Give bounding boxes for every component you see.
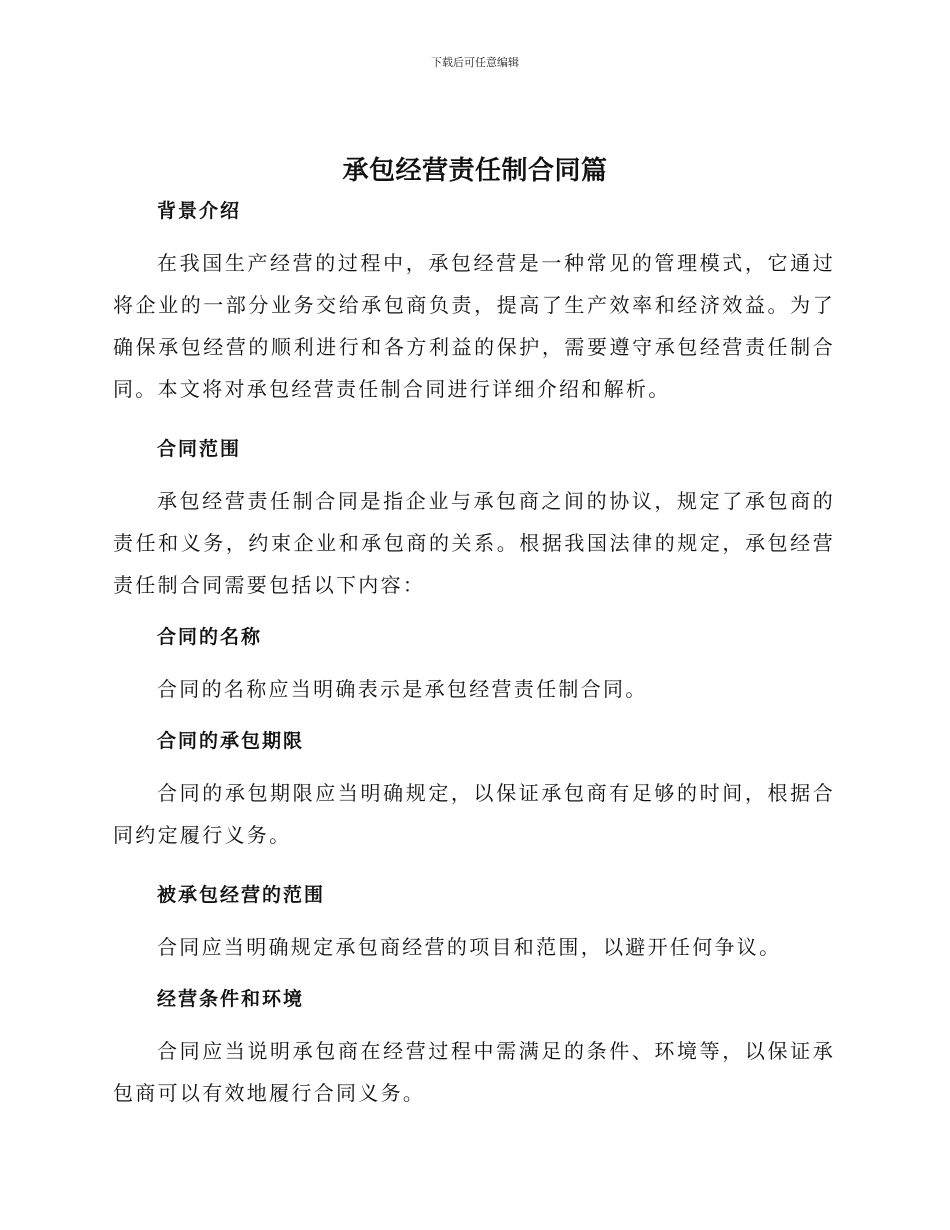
section-heading-contract-name: 合同的名称: [157, 626, 263, 648]
document-title: 承包经营责任制合同篇: [342, 156, 608, 186]
section-body-conditions: 合同应当说明承包商在经营过程中需满足的条件、环境等，以保证承包商可以有效地履行合同义务。: [113, 1039, 835, 1105]
section-heading-contract-term: 合同的承包期限: [157, 730, 305, 752]
section-body-contract-name: 合同的名称应当明确表示是承包经营责任制合同。: [157, 677, 648, 701]
section-body-background: 在我国生产经营的过程中，承包经营是一种常见的管理模式，它通过将企业的一部分业务交给承包商负责，提高了生产效率和经济效益。为了确保承包经营的顺利进行和各方利益的保护，需要遵守承包经营责任制合同。本文将对承包经营责任制合同进行详细介绍和解析。: [113, 251, 835, 401]
section-heading-scope: 合同范围: [157, 438, 242, 460]
section-heading-conditions: 经营条件和环境: [157, 988, 305, 1010]
section-heading-business-scope: 被承包经营的范围: [157, 884, 326, 906]
section-body-business-scope: 合同应当明确规定承包商经营的项目和范围，以避开任何争议。: [157, 935, 782, 959]
section-body-scope: 承包经营责任制合同是指企业与承包商之间的协议，规定了承包商的责任和义务，约束企业和承包商的关系。根据我国法律的规定，承包经营责任制合同需要包括以下内容：: [113, 489, 835, 597]
document-body: [113, 192, 835, 1114]
page-header-note: 下载后可任意编辑: [431, 56, 519, 69]
section-heading-background: 背景介绍: [157, 200, 242, 222]
section-body-contract-term: 合同的承包期限应当明确规定，以保证承包商有足够的时间，根据合同约定履行义务。: [113, 781, 835, 847]
